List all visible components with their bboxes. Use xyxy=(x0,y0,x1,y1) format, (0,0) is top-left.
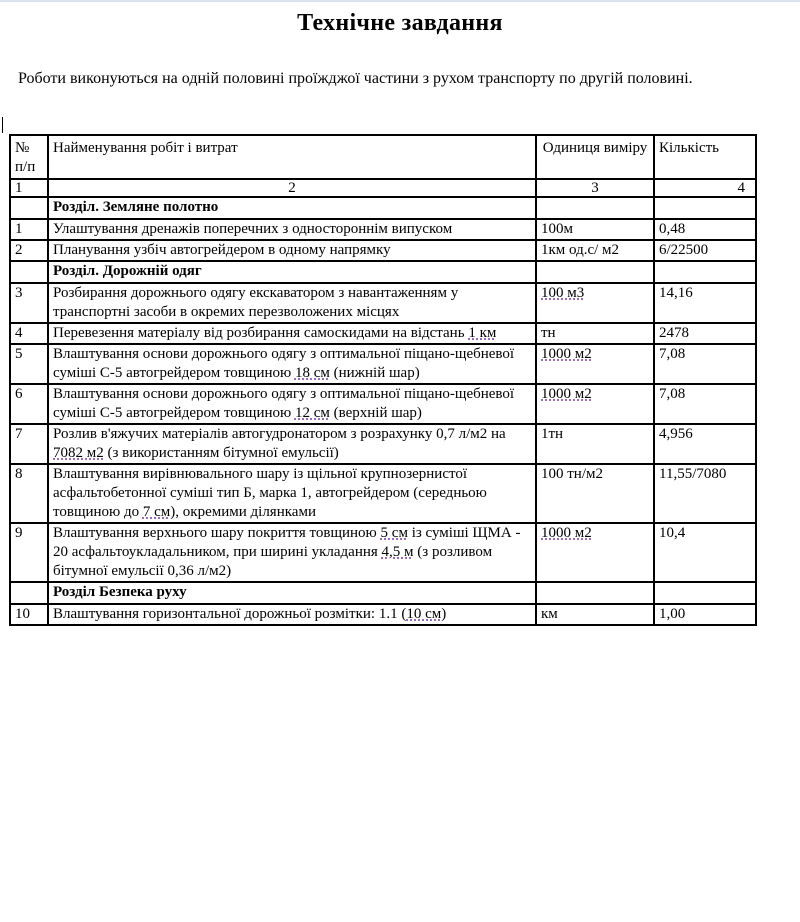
section-row xyxy=(10,582,756,604)
table-row xyxy=(10,604,756,625)
unit-of-measure: тн xyxy=(536,323,654,344)
intro-paragraph: Роботи виконуються на одній половині проїжджої частини з рухом транспорту по другій половині. xyxy=(18,70,693,87)
table-row xyxy=(10,283,756,323)
header-unit: Одиниця виміру xyxy=(536,135,654,179)
table-body xyxy=(10,197,756,625)
table-row xyxy=(10,424,756,464)
quantity: 4,956 xyxy=(654,424,756,464)
document-title: Технічне завдання xyxy=(297,10,503,36)
section-title: Розділ. Земляне полотно xyxy=(48,197,536,219)
header-name: Найменування робіт і витрат xyxy=(48,135,536,179)
quantity: 14,16 xyxy=(654,283,756,323)
unit-of-measure: 100 тн/м2 xyxy=(536,464,654,523)
unit-of-measure: 1000 м2 xyxy=(536,384,654,424)
page-top-border xyxy=(0,0,800,2)
unit-of-measure: 1тн xyxy=(536,424,654,464)
row-number: 1 xyxy=(10,219,48,240)
section-qty-cell xyxy=(654,261,756,283)
section-unit-cell xyxy=(536,261,654,283)
section-num-cell xyxy=(10,582,48,604)
section-row xyxy=(10,197,756,219)
works-table xyxy=(9,134,757,626)
table-row xyxy=(10,344,756,384)
unit-of-measure: км xyxy=(536,604,654,625)
text-cursor xyxy=(2,117,3,133)
row-number: 6 xyxy=(10,384,48,424)
column-number: 3 xyxy=(536,179,654,197)
quantity: 10,4 xyxy=(654,523,756,582)
column-numbers-row xyxy=(10,179,756,197)
row-number: 4 xyxy=(10,323,48,344)
column-number: 2 xyxy=(48,179,536,197)
work-name: Влаштування вирівнювального шару із щільної крупнозернистої асфальтобетонної суміші тип Б, марка 1, автогрейдером (середньою товщиною до 7 см), окремими ділянками xyxy=(48,464,536,523)
row-number: 5 xyxy=(10,344,48,384)
quantity: 2478 xyxy=(654,323,756,344)
work-name: Влаштування горизонтальної дорожньої розмітки: 1.1 (10 см) xyxy=(48,604,536,625)
quantity: 7,08 xyxy=(654,344,756,384)
table-row xyxy=(10,464,756,523)
unit-of-measure: 1км од.с/ м2 xyxy=(536,240,654,261)
work-name: Влаштування основи дорожнього одягу з оптимальної піщано-щебневої суміші С-5 автогрейдером товщиною 18 см (нижній шар) xyxy=(48,344,536,384)
quantity: 7,08 xyxy=(654,384,756,424)
section-title: Розділ. Дорожній одяг xyxy=(48,261,536,283)
section-title: Розділ Безпека руху xyxy=(48,582,536,604)
table-row xyxy=(10,323,756,344)
header-qty: Кількість xyxy=(654,135,756,179)
section-num-cell xyxy=(10,197,48,219)
work-name: Розлив в'яжучих матеріалів автогудронатором з розрахунку 0,7 л/м2 на 7082 м2 (з використанням бітумної емульсії) xyxy=(48,424,536,464)
section-unit-cell xyxy=(536,582,654,604)
row-number: 8 xyxy=(10,464,48,523)
table-row xyxy=(10,240,756,261)
quantity: 6/22500 xyxy=(654,240,756,261)
column-number: 1 xyxy=(10,179,48,197)
quantity: 1,00 xyxy=(654,604,756,625)
column-number: 4 xyxy=(654,179,756,197)
unit-of-measure: 1000 м2 xyxy=(536,344,654,384)
unit-of-measure: 100 м3 xyxy=(536,283,654,323)
unit-of-measure: 1000 м2 xyxy=(536,523,654,582)
row-number: 9 xyxy=(10,523,48,582)
row-number: 3 xyxy=(10,283,48,323)
work-name: Влаштування верхнього шару покриття товщиною 5 см із суміші ЩМА - 20 асфальтоукладальником, при ширині укладання 4,5 м (з розливом бітумної емульсії 0,36 л/м2) xyxy=(48,523,536,582)
work-name: Розбирання дорожнього одягу екскаватором з навантаженням у транспортні засоби в окремих перезволожених місцях xyxy=(48,283,536,323)
work-name: Влаштування основи дорожнього одягу з оптимальної піщано-щебневої суміші С-5 автогрейдером товщиною 12 см (верхній шар) xyxy=(48,384,536,424)
header-num: № п/п xyxy=(10,135,48,179)
row-number: 7 xyxy=(10,424,48,464)
section-row xyxy=(10,261,756,283)
table-row xyxy=(10,384,756,424)
work-name: Планування узбіч автогрейдером в одному напрямку xyxy=(48,240,536,261)
section-qty-cell xyxy=(654,197,756,219)
row-number: 2 xyxy=(10,240,48,261)
table-row xyxy=(10,219,756,240)
table-row xyxy=(10,523,756,582)
section-unit-cell xyxy=(536,197,654,219)
quantity: 0,48 xyxy=(654,219,756,240)
work-name: Улаштування дренажів поперечних з одностороннім випуском xyxy=(48,219,536,240)
work-name: Перевезення матеріалу від розбирання самоскидами на відстань 1 км xyxy=(48,323,536,344)
table-header-row xyxy=(10,135,756,179)
row-number: 10 xyxy=(10,604,48,625)
unit-of-measure: 100м xyxy=(536,219,654,240)
quantity: 11,55/7080 xyxy=(654,464,756,523)
section-qty-cell xyxy=(654,582,756,604)
section-num-cell xyxy=(10,261,48,283)
